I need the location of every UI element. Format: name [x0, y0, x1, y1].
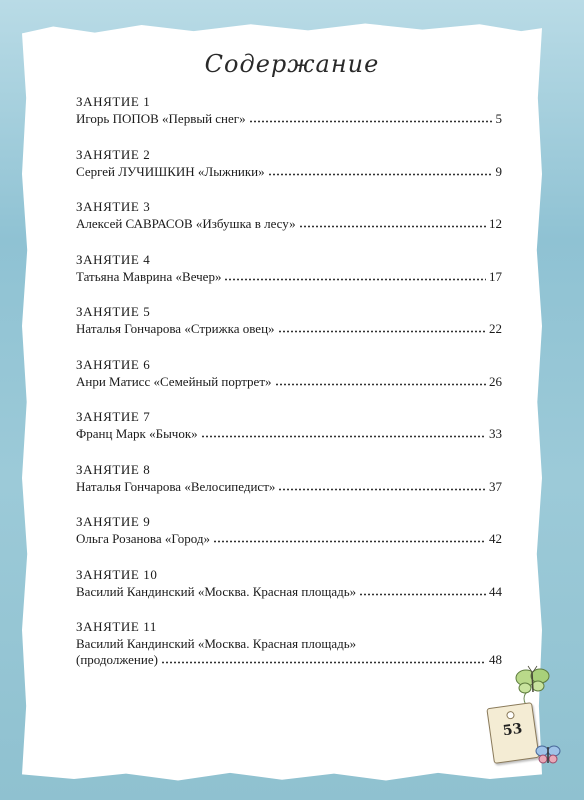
page-number-label: 53 [501, 720, 524, 740]
dot-leader [213, 540, 486, 543]
dot-leader [275, 383, 486, 386]
lesson-heading: ЗАНЯТИЕ 4 [76, 251, 151, 267]
page-number: 42 [489, 531, 502, 546]
page-number: 37 [489, 478, 502, 494]
toc-line[interactable] [76, 479, 502, 495]
toc-entry-11 [76, 619, 502, 672]
toc-entry-2 [76, 147, 502, 200]
lesson-heading: ЗАНЯТИЕ 11 [76, 619, 157, 634]
page-number: 48 [489, 652, 502, 667]
dot-leader [201, 435, 486, 438]
blue-butterfly-icon [534, 742, 562, 768]
dot-leader [224, 278, 486, 281]
toc-line[interactable] [76, 426, 502, 442]
toc-line[interactable] [76, 111, 502, 127]
toc-line[interactable] [76, 374, 502, 390]
dot-leader [278, 330, 486, 333]
toc-line-text: Наталья Гончарова «Стрижка овец» [76, 321, 275, 336]
page-number: 5 [495, 111, 502, 126]
lesson-heading: ЗАНЯТИЕ 3 [76, 199, 151, 214]
toc-entry-4 [76, 252, 502, 305]
table-of-contents [76, 94, 502, 672]
page-number: 33 [489, 426, 502, 441]
lesson-heading: ЗАНЯТИЕ 6 [76, 356, 151, 372]
page-number: 44 [489, 583, 502, 599]
toc-line-text: Анри Матисс «Семейный портрет» [76, 373, 272, 389]
toc-line[interactable] [76, 164, 502, 180]
dot-leader [359, 593, 486, 596]
toc-line-text: (продолжение) [76, 652, 158, 667]
lesson-heading: ЗАНЯТИЕ 10 [76, 566, 158, 582]
toc-line-text: Татьяна Маврина «Вечер» [76, 268, 222, 284]
toc-entry-5 [76, 304, 502, 357]
lesson-heading: ЗАНЯТИЕ 9 [76, 514, 151, 529]
toc-line[interactable] [76, 321, 502, 337]
page-title: Содержание [204, 50, 380, 78]
toc-entry-6 [76, 357, 502, 410]
lesson-heading: ЗАНЯТИЕ 2 [76, 146, 151, 162]
tag-hole [506, 711, 515, 720]
lesson-heading: ЗАНЯТИЕ 7 [76, 409, 151, 424]
page-number-tag [486, 702, 539, 764]
toc-line-text: Алексей САВРАСОВ «Избушка в лесу» [76, 216, 296, 231]
page-number: 9 [495, 163, 502, 179]
toc-line-text: Наталья Гончарова «Велосипедист» [76, 478, 276, 494]
dot-leader [278, 488, 486, 491]
dot-leader [268, 173, 493, 176]
toc-line[interactable] [76, 636, 502, 652]
toc-entry-1 [76, 94, 502, 147]
lesson-heading: ЗАНЯТИЕ 8 [76, 461, 151, 477]
toc-entry-10 [76, 567, 502, 620]
page-number: 17 [489, 268, 502, 284]
lesson-heading: ЗАНЯТИЕ 5 [76, 304, 151, 319]
toc-line-text: Василий Кандинский «Москва. Красная площадь» [76, 636, 357, 651]
toc-entry-9 [76, 514, 502, 567]
toc-line[interactable] [76, 584, 502, 600]
page-number: 12 [489, 216, 502, 231]
dot-leader [249, 120, 493, 123]
dot-leader [299, 225, 486, 228]
toc-line-text: Сергей ЛУЧИШКИН «Лыжники» [76, 163, 265, 179]
toc-line[interactable] [76, 269, 502, 285]
page-number: 26 [489, 373, 502, 389]
toc-entry-8 [76, 462, 502, 515]
dot-leader [161, 661, 486, 664]
toc-line[interactable] [76, 652, 502, 668]
toc-line-text: Василий Кандинский «Москва. Красная площадь» [76, 583, 357, 599]
toc-line-text: Ольга Розанова «Город» [76, 531, 211, 546]
lesson-heading: ЗАНЯТИЕ 1 [76, 94, 151, 109]
toc-line[interactable] [76, 216, 502, 232]
toc-line-text: Игорь ПОПОВ «Первый снег» [76, 111, 246, 126]
page-number: 22 [489, 321, 502, 336]
toc-line-text: Франц Марк «Бычок» [76, 426, 198, 441]
toc-entry-7 [76, 409, 502, 462]
toc-entry-3 [76, 199, 502, 252]
toc-line[interactable] [76, 531, 502, 547]
